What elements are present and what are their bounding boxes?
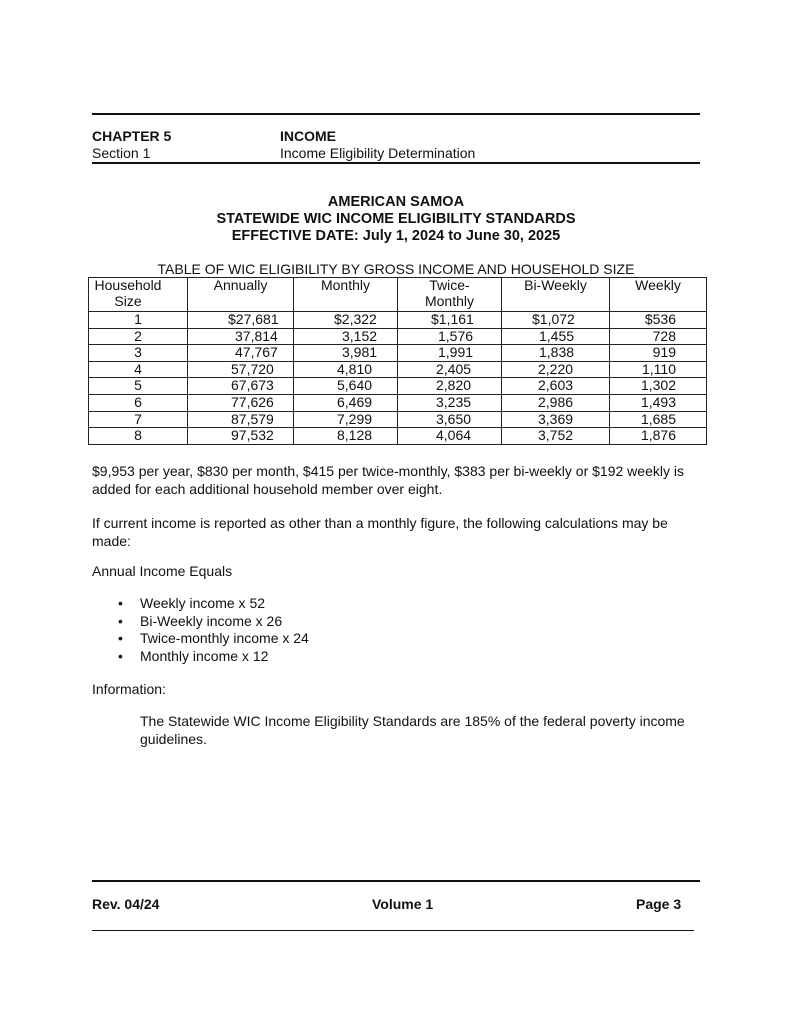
table-cell: 3,752 <box>502 428 610 445</box>
table-cell: 1,110 <box>610 361 707 378</box>
document-titles <box>92 194 700 245</box>
table-cell: $1,161 <box>398 312 502 329</box>
table-cell: 728 <box>610 328 707 345</box>
column-header: Monthly <box>294 278 398 312</box>
section-label: Section 1 <box>92 145 151 161</box>
conversion-bullet-list <box>92 595 309 665</box>
table-cell: 919 <box>610 345 707 362</box>
table-cell: 2,820 <box>398 378 502 395</box>
conversion-intro-paragraph: If current income is reported as other than a monthly figure, the following calculations may be made: <box>92 515 668 549</box>
table-row <box>89 312 707 329</box>
title-line-3: EFFECTIVE DATE: July 1, 2024 to June 30, 2025 <box>231 228 561 244</box>
list-item <box>92 630 309 648</box>
volume-label: Volume 1 <box>372 896 434 912</box>
header-bottom-rule <box>92 162 700 164</box>
column-header: Household Size <box>89 278 188 312</box>
table-cell: $2,322 <box>294 312 398 329</box>
table-cell: 1,991 <box>398 345 502 362</box>
page-number: Page 3 <box>636 896 682 912</box>
annual-income-heading: Annual Income Equals <box>92 563 233 579</box>
bullet-icon: • <box>118 647 123 664</box>
list-item-text: Monthly income x 12 <box>140 647 269 664</box>
table-cell: 87,579 <box>188 411 294 428</box>
bullet-icon: • <box>118 612 123 629</box>
information-label: Information: <box>92 681 166 697</box>
list-item <box>92 613 309 631</box>
title-line-1: AMERICAN SAMOA <box>327 194 465 210</box>
footer-bottom-rule <box>92 930 694 931</box>
column-header: Annually <box>188 278 294 312</box>
table-row <box>89 345 707 362</box>
table-cell: 7 <box>89 411 188 428</box>
chapter-label: CHAPTER 5 <box>92 128 172 144</box>
table-cell: 2 <box>89 328 188 345</box>
list-item-text: Twice-monthly income x 24 <box>140 630 309 646</box>
table-cell: 97,532 <box>188 428 294 445</box>
table-row <box>89 378 707 395</box>
table-cell: $27,681 <box>188 312 294 329</box>
table-cell: 1,838 <box>502 345 610 362</box>
table-cell: 8 <box>89 428 188 445</box>
table-cell: 6 <box>89 394 188 411</box>
table-row <box>89 361 707 378</box>
footer-top-rule <box>92 880 700 882</box>
table-cell: 4 <box>89 361 188 378</box>
column-header: Bi-Weekly <box>502 278 610 312</box>
table-cell: 47,767 <box>188 345 294 362</box>
table-cell: 3,369 <box>502 411 610 428</box>
table-row <box>89 328 707 345</box>
information-text: The Statewide WIC Income Eligibility Standards are 185% of the federal poverty income guidelines. <box>140 713 685 747</box>
column-header: Weekly <box>610 278 707 312</box>
title-line-2: STATEWIDE WIC INCOME ELIGIBILITY STANDARDS <box>216 211 576 227</box>
bullet-icon: • <box>118 595 123 611</box>
table-cell: 1,493 <box>610 394 707 411</box>
table-cell: 4,810 <box>294 361 398 378</box>
table-cell: 2,220 <box>502 361 610 378</box>
eligibility-table <box>88 277 707 445</box>
table-cell: 67,673 <box>188 378 294 395</box>
table-row <box>89 411 707 428</box>
table-cell: 6,469 <box>294 394 398 411</box>
table-cell: 1,302 <box>610 378 707 395</box>
table-cell: 3,152 <box>294 328 398 345</box>
table-cell: 1,455 <box>502 328 610 345</box>
table-cell: 1 <box>89 312 188 329</box>
table-cell: 5 <box>89 378 188 395</box>
table-cell: 3,981 <box>294 345 398 362</box>
section-title: Income Eligibility Determination <box>280 145 476 161</box>
bullet-icon: • <box>118 630 123 646</box>
table-cell: 37,814 <box>188 328 294 345</box>
list-item-text: Weekly income x 52 <box>140 595 266 611</box>
list-item-text: Bi-Weekly income x 26 <box>140 612 283 629</box>
table-cell: 3 <box>89 345 188 362</box>
table-header-row <box>89 278 707 312</box>
table-cell: 2,405 <box>398 361 502 378</box>
additional-member-paragraph: $9,953 per year, $830 per month, $415 per twice-monthly, $383 per bi-weekly or $192 weekly is added for each additional household member over eight. <box>92 463 684 497</box>
table-cell: 3,235 <box>398 394 502 411</box>
table-cell: $1,072 <box>502 312 610 329</box>
table-cell: 1,685 <box>610 411 707 428</box>
table-cell: 8,128 <box>294 428 398 445</box>
table-cell: 5,640 <box>294 378 398 395</box>
table-cell: 7,299 <box>294 411 398 428</box>
table-cell: 1,876 <box>610 428 707 445</box>
table-cell: 2,986 <box>502 394 610 411</box>
revision-label: Rev. 04/24 <box>92 896 160 912</box>
table-cell: 2,603 <box>502 378 610 395</box>
list-item <box>92 595 309 613</box>
table-row <box>89 428 707 445</box>
table-cell: $536 <box>610 312 707 329</box>
table-cell: 4,064 <box>398 428 502 445</box>
list-item <box>92 648 309 666</box>
table-cell: 57,720 <box>188 361 294 378</box>
column-header: Twice-Monthly <box>398 278 502 312</box>
header-top-rule <box>92 113 700 115</box>
table-cell: 3,650 <box>398 411 502 428</box>
table-row <box>89 394 707 411</box>
table-cell: 1,576 <box>398 328 502 345</box>
table-caption: TABLE OF WIC ELIGIBILITY BY GROSS INCOME AND HOUSEHOLD SIZE <box>157 261 635 277</box>
table-cell: 77,626 <box>188 394 294 411</box>
chapter-title: INCOME <box>280 128 336 144</box>
